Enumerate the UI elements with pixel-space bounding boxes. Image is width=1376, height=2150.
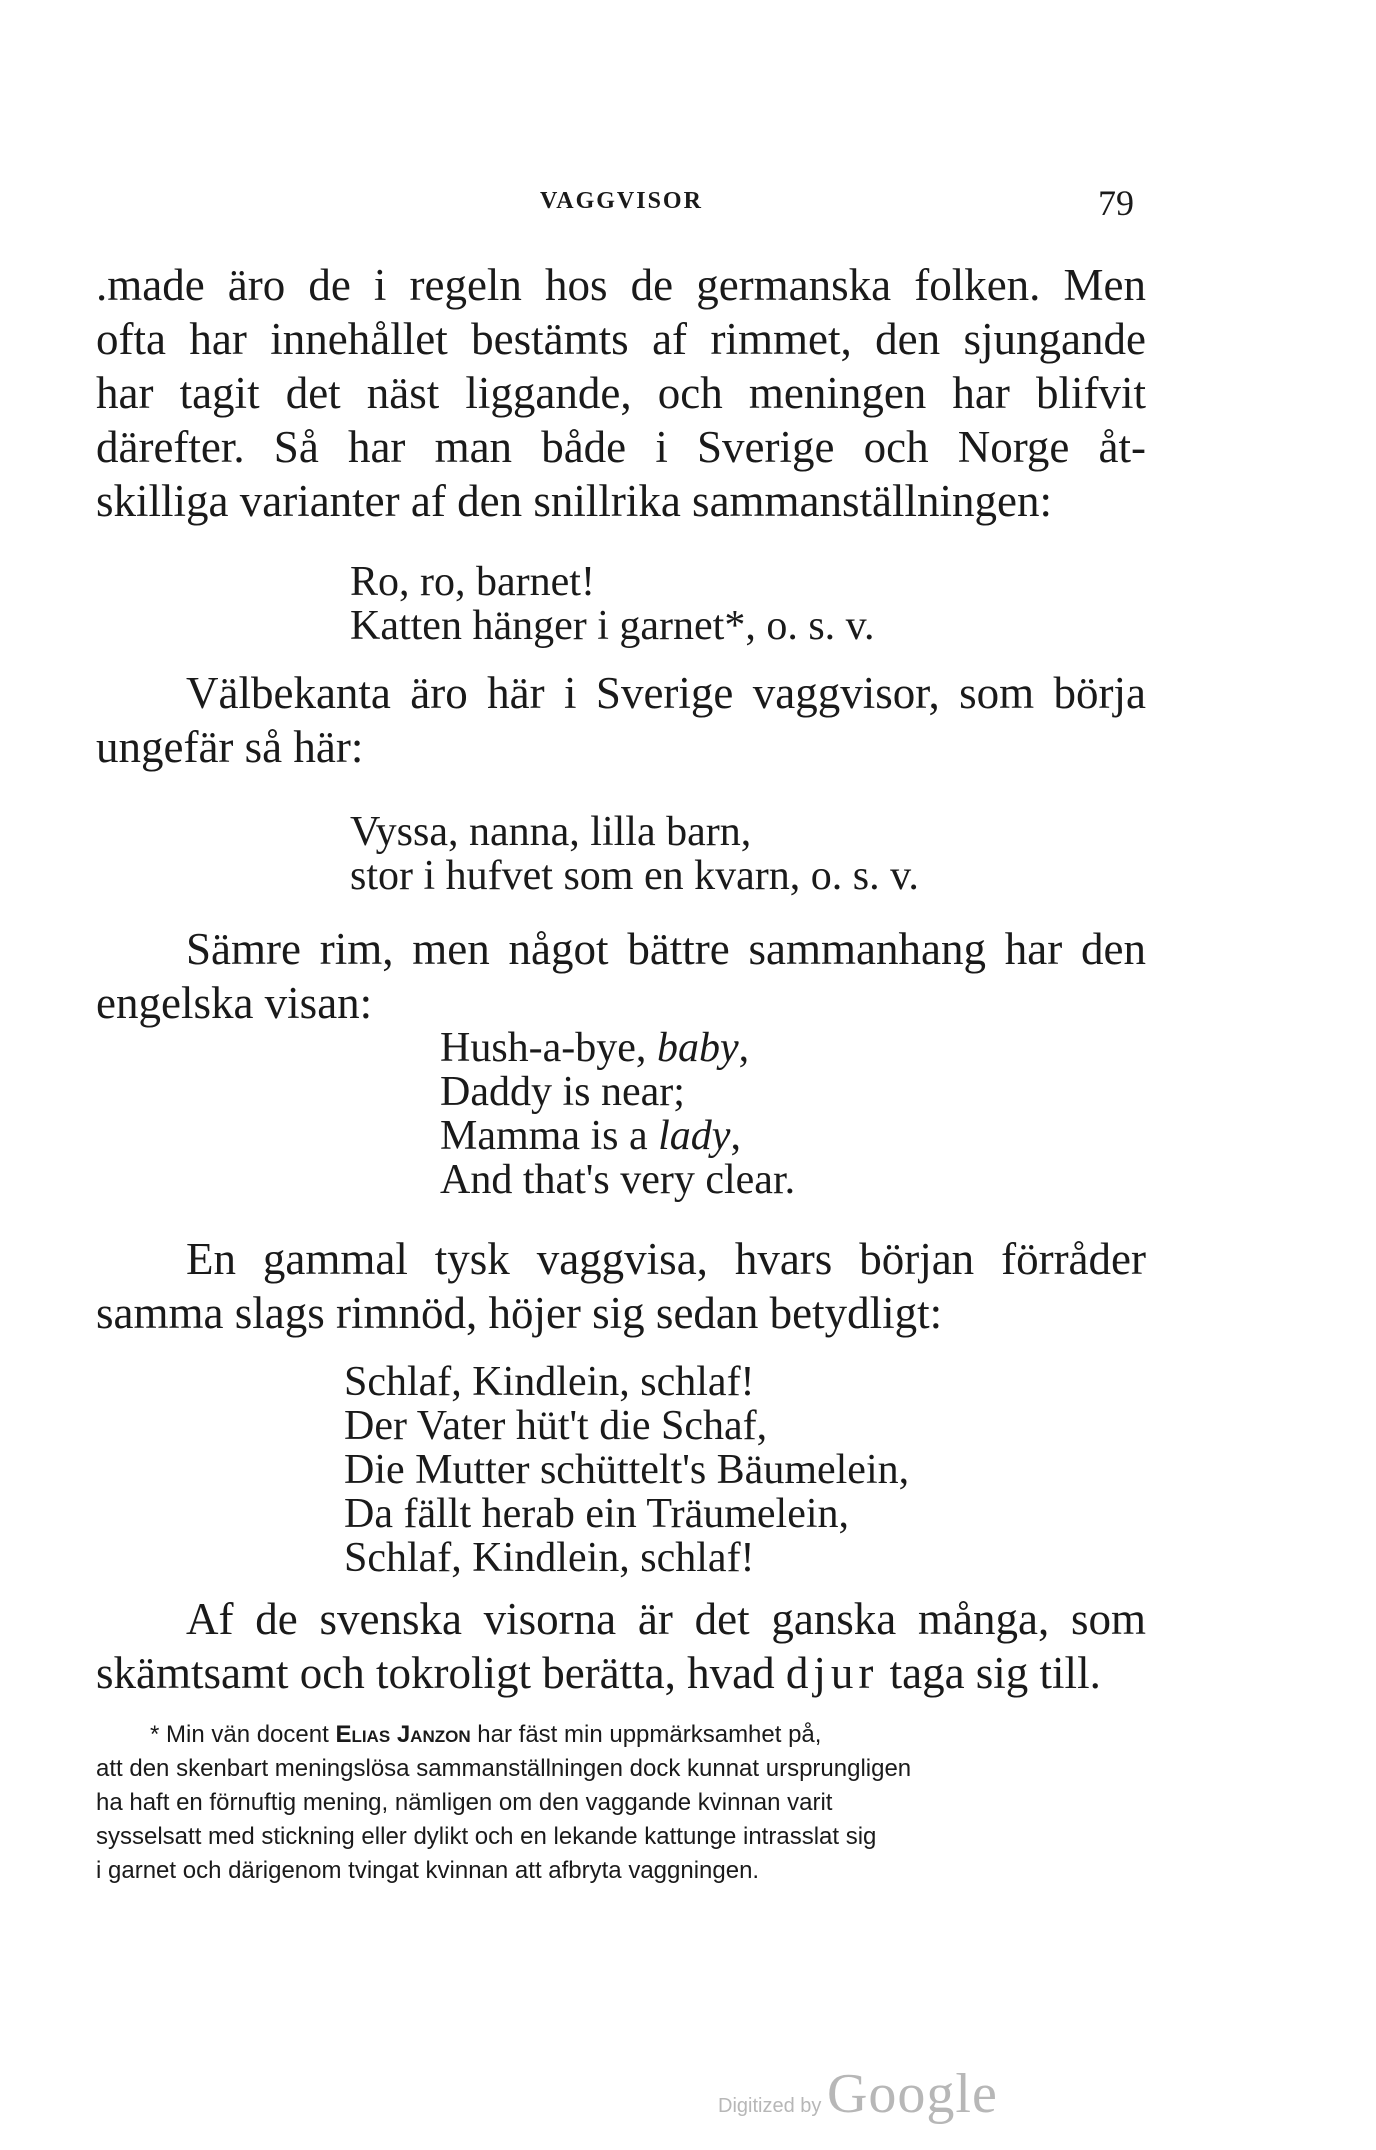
running-header: VAGGVISOR <box>540 188 703 214</box>
verse-3-line-3-text: Mamma is a <box>440 1113 659 1159</box>
paragraph-1-line-3: har tagit det näst liggande, och meningen har blifvit <box>96 368 1146 418</box>
verse-3-italic-lady: lady <box>658 1113 731 1159</box>
footnote-line-1-rest: har fäst min uppmärksamhet på, <box>470 1721 822 1748</box>
verse-3-line-3 <box>440 1114 741 1158</box>
verse-4-line-1: Schlaf, Kindlein, schlaf! <box>344 1359 755 1405</box>
watermark-prefix: Digitized by <box>718 2095 827 2117</box>
paragraph-5-line-2-end: taga sig till. <box>878 1648 1101 1698</box>
paragraph-5-line-2 <box>96 1646 1146 1700</box>
verse-3-line-4: And that's very clear. <box>440 1157 796 1203</box>
paragraph-1-line-1: .made äro de i regeln hos de germanska folken. Men <box>96 260 1146 310</box>
paragraph-1-line-5: skilliga varianter af den snillrika sammanställningen: <box>96 476 1052 526</box>
paragraph-1-line-4: därefter. Så har man både i Sverige och Norge åt- <box>96 422 1146 472</box>
footnote-line-1 <box>150 1718 1146 1752</box>
verse-3-line-2: Daddy is near; <box>440 1069 685 1115</box>
verse-2-line-1: Vyssa, nanna, lilla barn, <box>350 809 752 855</box>
verse-4-line-4: Da fällt herab ein Träumelein, <box>344 1491 850 1537</box>
paragraph-3-line-1: Sämre rim, men något bättre sammanhang har den <box>186 924 1146 974</box>
footnote-marker: * Min vän docent <box>150 1721 336 1748</box>
footnote-author-name: Elias Janzon <box>335 1721 471 1748</box>
verse-3-italic-baby: baby <box>656 1025 739 1071</box>
paragraph-5-line-1: Af de svenska visorna är det ganska många, som <box>186 1594 1146 1644</box>
page-number: 79 <box>1098 183 1134 223</box>
verse-2-line-2: stor i hufvet som en kvarn, o. s. v. <box>350 853 919 899</box>
paragraph-3-line-2: engelska visan: <box>96 978 373 1028</box>
paragraph-5-line-2-text: skämtsamt och tokroligt berätta, hvad <box>96 1648 786 1698</box>
paragraph-5-spaced-djur: djur <box>785 1648 879 1698</box>
verse-4-line-3: Die Mutter schüttelt's Bäumelein, <box>344 1447 910 1493</box>
verse-1-line-1: Ro, ro, barnet! <box>350 559 595 605</box>
footnote-line-2: att den skenbart meningslösa sammanställningen dock kunnat ursprungligen <box>96 1755 912 1782</box>
paragraph-2-line-2: ungefär så här: <box>96 722 364 772</box>
footnote-line-4: sysselsatt med stickning eller dylikt och en lekande kattunge intrasslat sig <box>96 1823 877 1850</box>
paragraph-1-line-2: ofta har innehållet bestämts af rimmet, den sjungande <box>96 314 1146 364</box>
verse-4-line-2: Der Vater hüt't die Schaf, <box>344 1403 768 1449</box>
paragraph-4-line-1: En gammal tysk vaggvisa, hvars början förråder <box>186 1234 1146 1284</box>
footnote-line-5: i garnet och därigenom tvingat kvinnan att afbryta vaggningen. <box>96 1857 760 1884</box>
verse-4-line-5: Schlaf, Kindlein, schlaf! <box>344 1535 755 1581</box>
verse-3-line-3-punct: , <box>730 1113 741 1159</box>
footnote-line-3: ha haft en förnuftig mening, nämligen om den vaggande kvinnan varit <box>96 1789 833 1816</box>
verse-3-line-1 <box>440 1026 749 1070</box>
verse-3-line-1-text: Hush-a-bye, <box>440 1025 657 1071</box>
paragraph-4-line-2: samma slags rimnöd, höjer sig sedan betydligt: <box>96 1288 943 1338</box>
google-logo: Google <box>826 2063 998 2125</box>
verse-1-line-2: Katten hänger i garnet*, o. s. v. <box>350 603 875 649</box>
paragraph-2-line-1: Välbekanta äro här i Sverige vaggvisor, som börja <box>186 668 1146 718</box>
digitized-watermark <box>718 2062 998 2126</box>
verse-3-line-1-punct: , <box>738 1025 750 1071</box>
